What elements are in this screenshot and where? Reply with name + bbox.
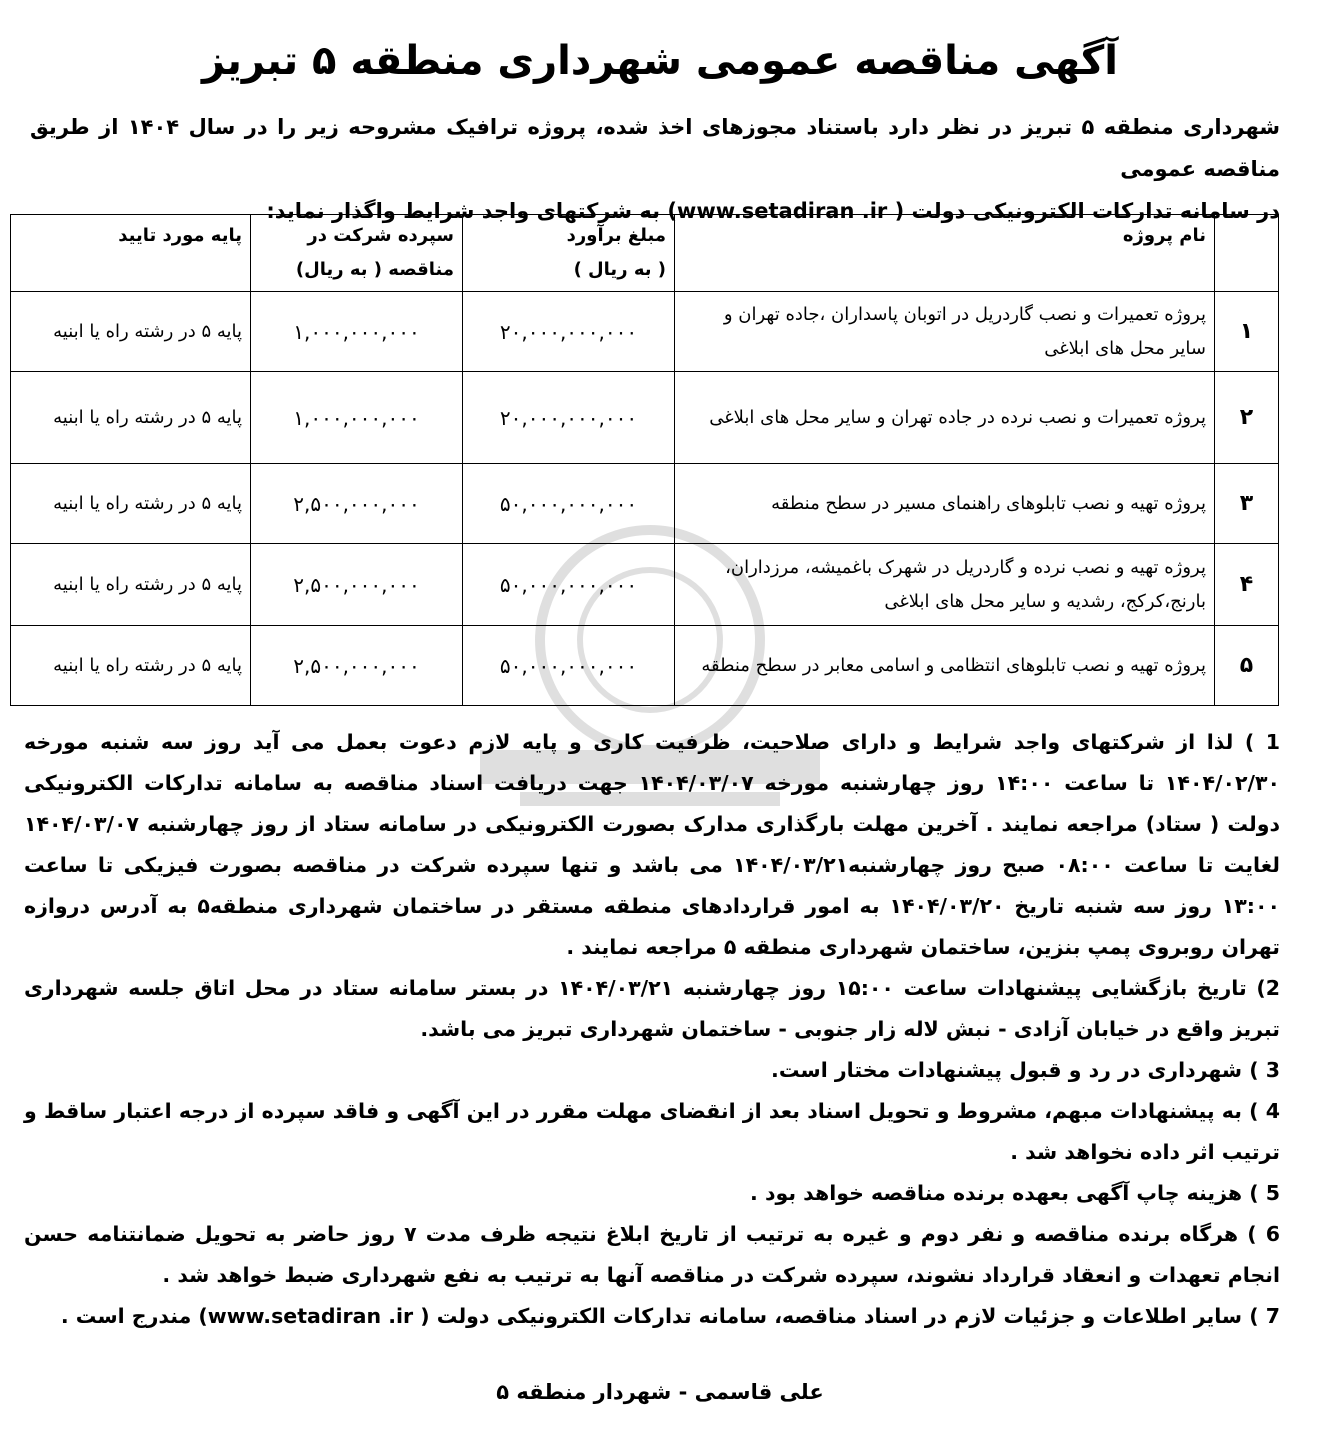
header-deposit (251, 215, 463, 292)
header-estimate-line2: ( به ریال ) (573, 259, 666, 280)
row-project-name: پروژه تهیه و نصب تابلوهای انتظامی و اسامی معابر در سطح منطقه (675, 626, 1215, 706)
row-deposit: ۲,۵۰۰,۰۰۰,۰۰۰ (251, 626, 463, 706)
row-number: ۳ (1215, 464, 1279, 544)
row-grade: پایه ۵ در رشته راه یا ابنیه (11, 544, 251, 626)
term-7: 7 ) سایر اطلاعات و جزئیات لازم در اسناد مناقصه، سامانه تدارکات الکترونیکی دولت ( www.setadiran .ir) مندرج است . (60, 1304, 1280, 1328)
row-number: ۴ (1215, 544, 1279, 626)
header-deposit-line2: مناقصه ( به ریال) (295, 259, 454, 280)
row-project-name: پروژه تعمیرات و نصب گاردریل در اتوبان پاسداران ،جاده تهران و سایر محل های ابلاغی (675, 292, 1215, 372)
row-grade: پایه ۵ در رشته راه یا ابنیه (11, 626, 251, 706)
table-header-row (11, 215, 1279, 292)
table-row (11, 626, 1279, 706)
row-project-name: پروژه تهیه و نصب نرده و گاردریل در شهرک باغمیشه، مرزداران، بارنج،کرکج، رشدیه و سایر محل های ابلاغی (675, 544, 1215, 626)
table-row (11, 464, 1279, 544)
term-3: 3 ) شهرداری در رد و قبول پیشنهادات مختار است. (771, 1058, 1280, 1082)
row-deposit: ۲,۵۰۰,۰۰۰,۰۰۰ (251, 544, 463, 626)
row-grade: پایه ۵ در رشته راه یا ابنیه (11, 372, 251, 464)
row-deposit: ۱,۰۰۰,۰۰۰,۰۰۰ (251, 292, 463, 372)
row-project-name: پروژه تعمیرات و نصب نرده در جاده تهران و سایر محل های ابلاغی (675, 372, 1215, 464)
term-5: 5 ) هزینه چاپ آگهی بعهده برنده مناقصه خواهد بود . (750, 1181, 1280, 1205)
terms-section (24, 722, 1280, 1337)
row-estimate: ۲۰,۰۰۰,۰۰۰,۰۰۰ (463, 292, 675, 372)
row-estimate: ۵۰,۰۰۰,۰۰۰,۰۰۰ (463, 464, 675, 544)
header-number (1215, 215, 1279, 292)
intro-line-2: در سامانه تدارکات الکترونیکی دولت ( www.setadiran .ir) به شرکتهای واجد شرایط واگذار نماید: (266, 199, 1280, 223)
table-row (11, 372, 1279, 464)
row-grade: پایه ۵ در رشته راه یا ابنیه (11, 292, 251, 372)
row-deposit: ۲,۵۰۰,۰۰۰,۰۰۰ (251, 464, 463, 544)
row-number: ۱ (1215, 292, 1279, 372)
header-estimate-line1: مبلغ برآورد (566, 225, 666, 246)
row-number: ۲ (1215, 372, 1279, 464)
header-estimate (463, 215, 675, 292)
notice-title: آگهی مناقصه عمومی شهرداری منطقه ۵ تبریز (201, 38, 1119, 84)
row-project-name: پروژه تهیه و نصب تابلوهای راهنمای مسیر در سطح منطقه (675, 464, 1215, 544)
row-deposit: ۱,۰۰۰,۰۰۰,۰۰۰ (251, 372, 463, 464)
row-number: ۵ (1215, 626, 1279, 706)
row-estimate: ۵۰,۰۰۰,۰۰۰,۰۰۰ (463, 544, 675, 626)
term-1: 1 ) لذا از شرکتهای واجد شرایط و دارای صلاحیت، ظرفیت کاری و پایه لازم دعوت بعمل می آید روز سه شنبه مورخه ۱۴۰۴/۰۲/۳۰ تا ساعت ۱۴:۰۰ روز چهارشنبه مورخه ۱۴۰۴/۰۳/۰۷ جهت دریافت اسناد مناقصه به سامانه تدارکات الکترونیکی دولت ( ستاد) مراجعه نمایند . آخرین مهلت بارگذاری مدارک بصورت الکترونیکی در سامانه ستاد از روز چهارشنبه ۱۴۰۴/۰۳/۰۷ لغایت تا ساعت ۰۸:۰۰ صبح روز چهارشنبه۱۴۰۴/۰۳/۲۱ می باشد و تنها سپرده شرکت در مناقصه بصورت فیزیکی تا ساعت ۱۳:۰۰ روز سه شنبه تاریخ ۱۴۰۴/۰۳/۲۰ به امور قراردادهای منطقه مستقر در ساختمان شهرداری منطقه۵ به آدرس دروازه تهران روبروی پمپ بنزین، ساختمان شهرداری منطقه ۵ مراجعه نمایند . (24, 730, 1281, 959)
header-deposit-line1: سپرده شرکت در (307, 225, 454, 246)
term-2: 2) تاریخ بازگشایی پیشنهادات ساعت ۱۵:۰۰ روز چهارشنبه ۱۴۰۴/۰۳/۲۱ در بستر سامانه ستاد در محل اتاق جلسه شهرداری تبریز واقع در خیابان آزادی - نبش لاله زار جنوبی - ساختمان شهرداری تبریز می باشد. (24, 976, 1280, 1041)
table-row (11, 292, 1279, 372)
signature: علی قاسمی - شهردار منطقه ۵ (496, 1380, 824, 1404)
row-estimate: ۲۰,۰۰۰,۰۰۰,۰۰۰ (463, 372, 675, 464)
table-row (11, 544, 1279, 626)
header-grade: پایه مورد تایید (11, 215, 251, 292)
projects-table (10, 214, 1279, 706)
term-4: 4 ) به پیشنهادات مبهم، مشروط و تحویل اسناد بعد از انقضای مهلت مقرر در این آگهی و فاقد سپرده از درجه اعتبار ساقط و ترتیب اثر داده نخواهد شد . (24, 1099, 1280, 1164)
row-estimate: ۵۰,۰۰۰,۰۰۰,۰۰۰ (463, 626, 675, 706)
term-6: 6 ) هرگاه برنده مناقصه و نفر دوم و غیره به ترتیب از تاریخ ابلاغ نتیجه ظرف مدت ۷ روز حاضر به تحویل ضمانتنامه حسن انجام تعهدات و انعقاد قرارداد نشوند، سپرده شرکت در مناقصه آنها به ترتیب به نفع شهرداری ضبط خواهد شد . (24, 1222, 1280, 1287)
intro-line-1: شهرداری منطقه ۵ تبریز در نظر دارد باستناد مجوزهای اخذ شده، پروژه ترافیک مشروحه زیر را در سال ۱۴۰۴ از طریق مناقصه عمومی (30, 115, 1280, 181)
header-project-name: نام پروژه (675, 215, 1215, 292)
row-grade: پایه ۵ در رشته راه یا ابنیه (11, 464, 251, 544)
